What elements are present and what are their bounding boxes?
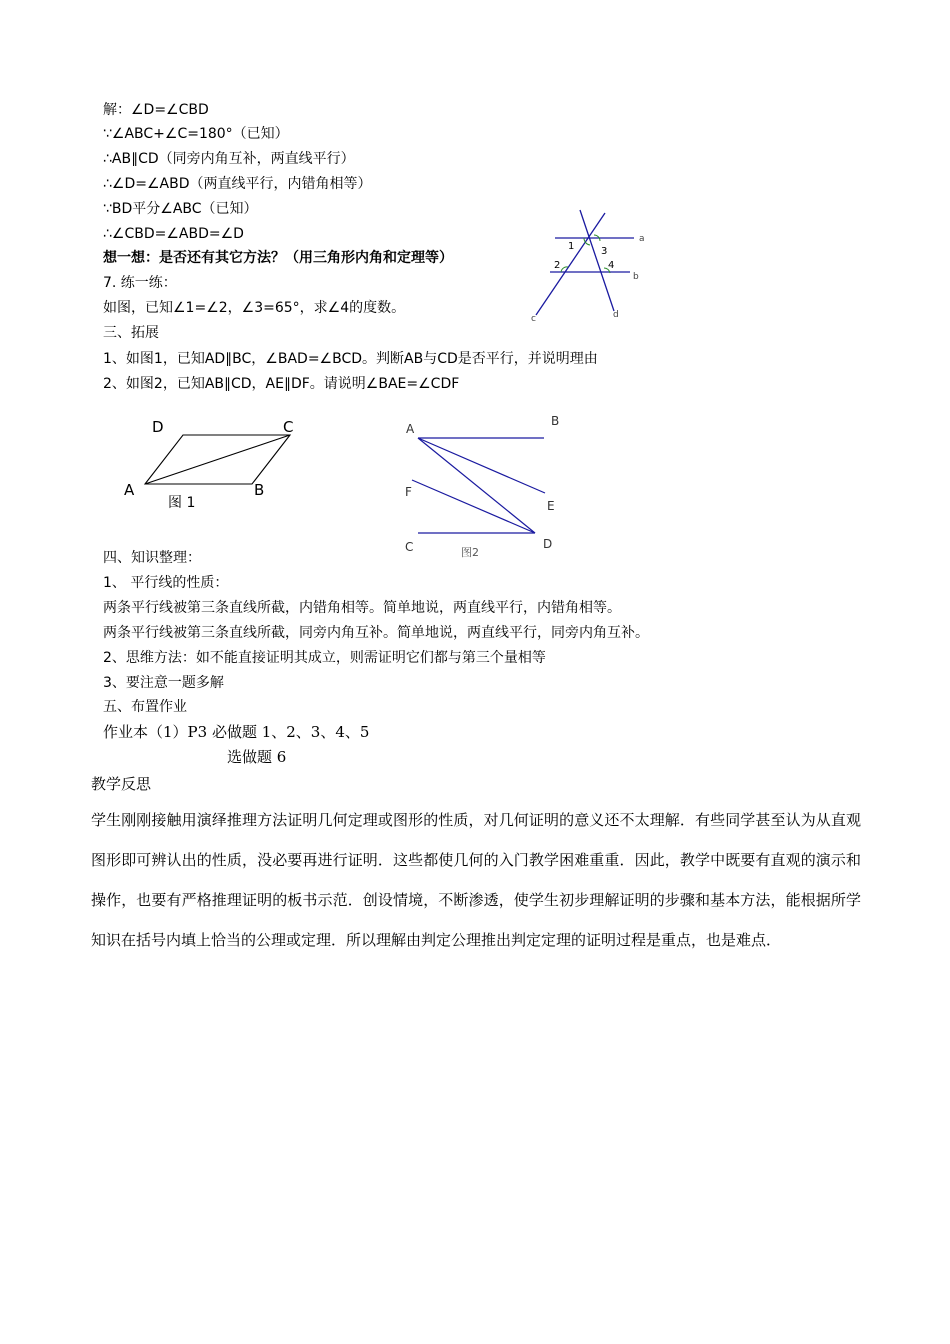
fig1-caption: 图 1 xyxy=(168,495,196,511)
line-ad xyxy=(418,438,535,533)
fig2-label-e: E xyxy=(547,499,555,513)
reflection-title: 教学反思 xyxy=(91,775,152,793)
solution-line-3: ∴AB∥CD（同旁内角互补，两直线平行） xyxy=(103,151,355,167)
extension-title: 三、拓展 xyxy=(103,325,159,341)
line-label-c: c xyxy=(531,314,536,324)
parallel-lines-figure xyxy=(528,205,648,325)
line-label-a: a xyxy=(639,234,645,244)
fig2-label-b: B xyxy=(551,414,560,428)
solution-line-2: ∵∠ABC+∠C=180°（已知） xyxy=(103,126,289,142)
angle-label-3: 3 xyxy=(601,246,608,257)
summary-title: 四、知识整理： xyxy=(103,550,201,566)
fig1-label-a: A xyxy=(124,481,135,499)
line-fd xyxy=(412,480,535,533)
fig1-label-d: D xyxy=(152,418,164,436)
extension-question-1: 1、如图1，已知AD∥BC，∠BAD=∠BCD。判断AB与CD是否平行，并说明理由 xyxy=(103,351,598,367)
fig2-label-a: A xyxy=(406,422,415,436)
solution-line-1: 解：∠D=∠CBD xyxy=(103,102,209,118)
summary-item-3: 3、要注意一题多解 xyxy=(103,675,224,691)
fig2-caption: 图2 xyxy=(461,546,479,559)
angle-label-1: 1 xyxy=(568,241,575,252)
solution-line-5: ∵BD平分∠ABC（已知） xyxy=(103,201,258,217)
line-ae xyxy=(418,438,545,493)
fig1-label-b: B xyxy=(254,481,265,499)
fig2-label-d: D xyxy=(543,537,553,551)
solution-line-4: ∴∠D=∠ABD（两直线平行，内错角相等） xyxy=(103,176,372,192)
summary-item-2: 2、思维方法：如不能直接证明其成立，则需证明它们都与第三个量相等 xyxy=(103,650,546,666)
practice-text: 如图，已知∠1=∠2，∠3=65°，求∠4的度数。 xyxy=(103,300,406,316)
homework-line-1: 作业本（1）P3 必做题 1、2、3、4、5 xyxy=(103,723,370,741)
fig1-label-c: C xyxy=(283,418,294,436)
summary-item-1: 1、 平行线的性质： xyxy=(103,575,229,591)
reflection-paragraph: 学生刚刚接触用演绎推理方法证明几何定理或图形的性质，对几何证明的意义还不太理解．有些同学甚至认为从直观图形即可辨认出的性质，没必要再进行证明．这些都使几何的入门教学困难重重．因此，教学中既要有直观的演示和操作，也要有严格推理证明的板书示范．创设情境，不断渗透，使学生初步理解证明的步骤和基本方法，能根据所学知识在括号内填上恰当的公理或定理．所以理解由判定公理推出判定定理的证明过程是重点，也是难点． xyxy=(91,811,861,949)
extension-question-2: 2、如图2，已知AB∥CD，AE∥DF。请说明∠BAE=∠CDF xyxy=(103,376,460,392)
line-c xyxy=(536,213,608,315)
solution-line-6: ∴∠CBD=∠ABD=∠D xyxy=(103,226,244,242)
think-prompt: 想一想：是否还有其它方法？（用三角形内角和定理等） xyxy=(103,250,453,266)
angle-label-2: 2 xyxy=(554,260,561,271)
practice-title: 7. 练一练： xyxy=(103,275,177,291)
diagonal-ac xyxy=(145,435,290,484)
homework-title: 五、布置作业 xyxy=(103,699,187,715)
figure-1-parallelogram xyxy=(115,412,315,517)
figure-2-diagram xyxy=(398,410,573,562)
fig2-label-c: C xyxy=(405,540,414,554)
homework-line-2: 选做题 6 xyxy=(227,748,287,766)
summary-property-1: 两条平行线被第三条直线所截，内错角相等。简单地说，两直线平行，内错角相等。 xyxy=(103,600,621,616)
line-label-d: d xyxy=(613,310,619,320)
summary-property-2: 两条平行线被第三条直线所截，同旁内角互补。简单地说，两直线平行，同旁内角互补。 xyxy=(103,625,649,641)
line-label-b: b xyxy=(633,272,639,282)
angle-label-4: 4 xyxy=(608,260,615,271)
fig2-label-f: F xyxy=(405,485,412,499)
